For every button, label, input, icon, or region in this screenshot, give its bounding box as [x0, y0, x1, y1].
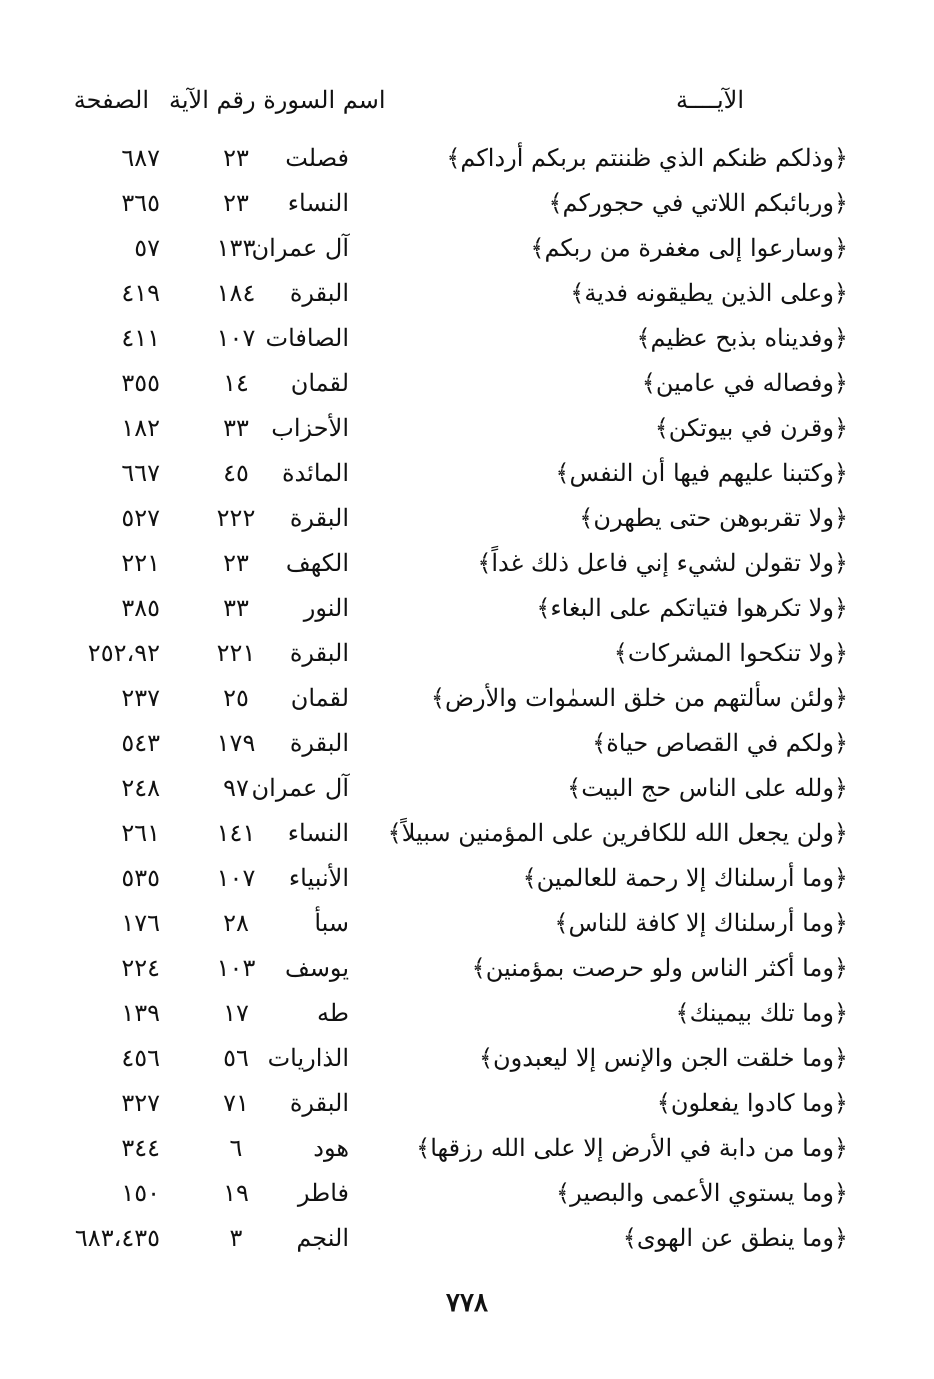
page-reference: ١٣٩ [121, 999, 160, 1027]
page-reference: ٦٦٧ [121, 459, 160, 487]
table-row [0, 361, 934, 406]
verse-text: ﴿وما أكثر الناس ولو حرصت بمؤمنين﴾ [471, 954, 848, 982]
page-reference: ٦٨٧ [121, 144, 160, 172]
verse-index-table [0, 136, 934, 1261]
page-reference: ٢٥٢،٩٢ [87, 639, 160, 667]
table-row [0, 136, 934, 181]
surah-name: لقمان [290, 369, 349, 397]
ayah-number: ٣٣ [223, 594, 249, 622]
page-reference: ٥٧ [134, 234, 160, 262]
verse-text: ﴿ولكم في القصاص حياة﴾ [592, 729, 848, 757]
page-reference: ١٨٢ [121, 414, 160, 442]
ayah-number: ٩٧ [223, 774, 249, 802]
page-reference: ٥٣٥ [121, 864, 160, 892]
surah-name: لقمان [290, 684, 349, 712]
surah-name: الأنبياء [288, 864, 349, 892]
verse-text: ﴿وما من دابة في الأرض إلا على الله رزقها﴾ [416, 1134, 848, 1162]
surah-name: البقرة [289, 639, 349, 667]
ayah-number: ٢٣ [223, 144, 249, 172]
ayah-number: ٦ [229, 1134, 243, 1162]
table-row [0, 1216, 934, 1261]
surah-name: الصافات [265, 324, 349, 352]
verse-text: ﴿وربائبكم اللاتي في حجوركم﴾ [548, 189, 848, 217]
verse-text: ﴿وذلكم ظنكم الذي ظننتم بربكم أرداكم﴾ [446, 144, 848, 172]
verse-text: ﴿وفديناه بذبح عظيم﴾ [636, 324, 848, 352]
ayah-number: ١٣٣ [216, 234, 256, 262]
page-reference: ٦٨٣،٤٣٥ [74, 1224, 160, 1252]
ayah-number: ٢٨ [223, 909, 249, 937]
verse-text: ﴿ولا تقربوهن حتى يطهرن﴾ [579, 504, 848, 532]
table-row [0, 406, 934, 451]
table-row [0, 1171, 934, 1216]
header-surah-ayah: اسم السورة رقم الآية [169, 86, 386, 114]
surah-name: طه [317, 999, 349, 1027]
surah-name: فاطر [297, 1179, 349, 1207]
surah-name: فصلت [285, 144, 349, 172]
ayah-number: ٤٥ [223, 459, 249, 487]
surah-name: النساء [287, 819, 349, 847]
verse-text: ﴿وسارعوا إلى مغفرة من ربكم﴾ [530, 234, 848, 262]
page-reference: ٢٣٧ [121, 684, 160, 712]
page-reference: ٣٦٥ [121, 189, 160, 217]
page-reference: ٢٦١ [121, 819, 160, 847]
page-number: ٧٧٨ [446, 1288, 488, 1318]
table-row [0, 316, 934, 361]
table-row [0, 766, 934, 811]
page-reference: ٣٤٤ [121, 1134, 160, 1162]
ayah-number: ١٧ [223, 999, 249, 1027]
surah-name: البقرة [289, 504, 349, 532]
surah-name: البقرة [289, 729, 349, 757]
page-reference: ٢٢١ [121, 549, 160, 577]
ayah-number: ٣ [229, 1224, 243, 1252]
ayah-number: ٣٣ [223, 414, 249, 442]
page-reference: ٥٤٣ [121, 729, 160, 757]
verse-text: ﴿ولله على الناس حج البيت﴾ [567, 774, 848, 802]
ayah-number: ١٨٤ [216, 279, 256, 307]
ayah-number: ١٠٧ [216, 324, 256, 352]
page-reference: ٢٤٨ [121, 774, 160, 802]
table-row [0, 496, 934, 541]
surah-name: الكهف [285, 549, 349, 577]
ayah-number: ٢٢١ [216, 639, 256, 667]
verse-text: ﴿وما كادوا يفعلون﴾ [656, 1089, 848, 1117]
verse-text: ﴿وما تلك بيمينك﴾ [675, 999, 848, 1027]
page-reference: ٥٢٧ [121, 504, 160, 532]
verse-text: ﴿وكتبنا عليهم فيها أن النفس﴾ [555, 459, 848, 487]
ayah-number: ٢٥ [223, 684, 249, 712]
surah-name: آل عمران [251, 234, 349, 262]
ayah-number: ٢٢٢ [216, 504, 256, 532]
page-reference: ١٥٠ [121, 1179, 160, 1207]
surah-name: يوسف [284, 954, 349, 982]
page-reference: ٤٥٦ [121, 1044, 160, 1072]
table-row [0, 721, 934, 766]
table-row [0, 811, 934, 856]
verse-text: ﴿وما ينطق عن الهوى﴾ [622, 1224, 848, 1252]
page-reference: ٤١١ [121, 324, 160, 352]
verse-text: ﴿وعلى الذين يطيقونه فدية﴾ [570, 279, 848, 307]
verse-text: ﴿وقرن في بيوتكن﴾ [654, 414, 848, 442]
verse-text: ﴿ولا تنكحوا المشركات﴾ [613, 639, 848, 667]
verse-text: ﴿وما أرسلناك إلا رحمة للعالمين﴾ [522, 864, 848, 892]
table-row [0, 271, 934, 316]
verse-text: ﴿وما أرسلناك إلا كافة للناس﴾ [554, 909, 848, 937]
ayah-number: ٧١ [223, 1089, 249, 1117]
page-reference: ٣٨٥ [121, 594, 160, 622]
verse-text: ﴿ولا تكرهوا فتياتكم على البغاء﴾ [536, 594, 848, 622]
page-reference: ٣٢٧ [121, 1089, 160, 1117]
table-row [0, 991, 934, 1036]
table-row [0, 181, 934, 226]
ayah-number: ١٠٧ [216, 864, 256, 892]
ayah-number: ٢٣ [223, 549, 249, 577]
verse-text: ﴿ولا تقولن لشيء إني فاعل ذلك غداً﴾ [477, 549, 848, 577]
surah-name: المائدة [281, 459, 349, 487]
surah-name: الذاريات [267, 1044, 349, 1072]
table-row [0, 586, 934, 631]
table-row [0, 901, 934, 946]
verse-text: ﴿وفصاله في عامين﴾ [641, 369, 848, 397]
verse-text: ﴿ولن يجعل الله للكافرين على المؤمنين سبيلاً﴾ [387, 819, 848, 847]
surah-name: آل عمران [251, 774, 349, 802]
ayah-number: ١٧٩ [216, 729, 256, 757]
table-header [0, 86, 934, 126]
table-row [0, 1126, 934, 1171]
surah-name: الأحزاب [271, 414, 349, 442]
ayah-number: ١٩ [223, 1179, 249, 1207]
page-reference: ٤١٩ [121, 279, 160, 307]
page-reference: ١٧٦ [121, 909, 160, 937]
table-row [0, 631, 934, 676]
verse-text: ﴿ولئن سألتهم من خلق السمٰوات والأرض﴾ [430, 684, 848, 712]
surah-name: البقرة [289, 279, 349, 307]
table-row [0, 1036, 934, 1081]
table-row [0, 676, 934, 721]
surah-name: هود [313, 1134, 349, 1162]
verse-text: ﴿وما خلقت الجن والإنس إلا ليعبدون﴾ [478, 1044, 848, 1072]
ayah-number: ١٠٣ [216, 954, 256, 982]
page-reference: ٢٢٤ [121, 954, 160, 982]
ayah-number: ٥٦ [223, 1044, 249, 1072]
header-verse: الآيــــة [675, 86, 744, 114]
page-reference: ٣٥٥ [121, 369, 160, 397]
table-row [0, 541, 934, 586]
ayah-number: ٢٣ [223, 189, 249, 217]
table-row [0, 451, 934, 496]
table-row [0, 856, 934, 901]
surah-name: النساء [287, 189, 349, 217]
surah-name: سبأ [314, 909, 349, 937]
table-row [0, 1081, 934, 1126]
header-page: الصفحة [73, 86, 149, 114]
surah-name: النجم [296, 1224, 349, 1252]
ayah-number: ١٤ [223, 369, 249, 397]
ayah-number: ١٤١ [216, 819, 256, 847]
surah-name: النور [303, 594, 349, 622]
surah-name: البقرة [289, 1089, 349, 1117]
verse-text: ﴿وما يستوي الأعمى والبصير﴾ [556, 1179, 848, 1207]
table-row [0, 946, 934, 991]
table-row [0, 226, 934, 271]
